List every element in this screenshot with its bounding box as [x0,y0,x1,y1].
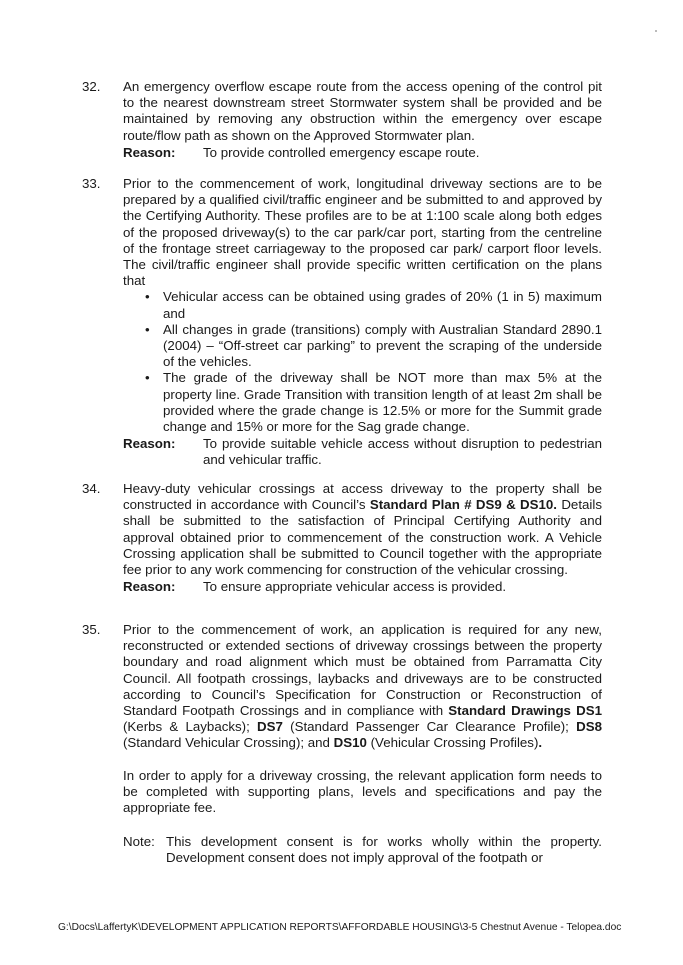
reason-text: To provide suitable vehicle access without disruption to pedestrian and vehicular traffic. [203,436,602,468]
bullet-icon: • [145,289,150,305]
condition-text [123,622,602,752]
reason-text: To ensure appropriate vehicular access is provided. [203,579,507,595]
reason-label: Reason: [123,144,176,160]
condition-text: An emergency overflow escape route from the access opening of the control pit to the nearest downstream street Stormwater system shall be provided and be maintained by removing any obstruction within the emergency over escape route/flow path as shown on the Approved Stormwater plan. [123,79,602,143]
text-run: (Standard Vehicular Crossing); and [123,735,330,751]
condition-number: 33. [82,176,101,191]
list-item [145,289,602,321]
bullet-icon: • [145,370,150,386]
text-run: . [538,735,543,751]
text-run: (Kerbs & Laybacks); [123,719,250,735]
note-label: Note: [123,834,155,850]
drawing-reference: DS10 [333,735,367,751]
bullet-text: Vehicular access can be obtained using grades of 20% (1 in 5) maximum and [163,289,602,321]
text-run: (Vehicular Crossing Profiles) [370,735,539,751]
condition-35 [82,622,602,867]
condition-number: 34. [82,481,101,496]
standard-plan-reference: Standard Plan # DS9 & DS10. [369,497,557,513]
note-row [123,834,602,866]
condition-34 [82,481,602,595]
condition-paragraph: In order to apply for a driveway crossing, the relevant application form needs to be completed with supporting plans, levels and specifications and pay the appropriate fee. [123,767,602,816]
condition-text [123,481,602,578]
reason-label: Reason: [123,436,176,452]
condition-32 [82,79,602,161]
drawing-reference: DS7 [257,719,283,735]
bullet-list [123,289,602,435]
drawing-reference: DS8 [576,719,602,735]
bullet-icon: • [145,321,150,337]
list-item [145,370,602,435]
scan-mark [655,30,657,32]
text-run: Prior to the commencement of work, an application is required for any new, reconstructed or extended sections of driveway crossings between the property boundary and road alignment which must be obtained from Parramatta City Council. All footpath crossings, laybacks and driveways are to be constructed according to Council’s Specification for Construction or Reconstruction of Standard Footpath Crossings and in compliance with [123,622,602,719]
condition-number: 35. [82,622,101,637]
text-run: Details shall be submitted to the satisfaction of Principal Certifying Authority and approval obtained prior to commencement of the construction work. A Vehicle Crossing application shall be submitted to Council together with the appropriate fee prior to any work commencing for construction of the vehicular crossing. [123,497,602,578]
condition-number: 32. [82,79,101,94]
condition-33 [82,176,602,469]
reason-label: Reason: [123,579,176,595]
reason-row [123,579,602,595]
bullet-text: All changes in grade (transitions) comply with Australian Standard 2890.1 (2004) – “Off-street car parking” to prevent the scraping of the underside of the vehicles. [163,321,602,370]
reason-text: To provide controlled emergency escape route. [203,144,480,160]
file-path-footer: G:\Docs\LaffertyK\DEVELOPMENT APPLICATION REPORTS\AFFORDABLE HOUSING\3-5 Chestnut Avenue - Telopea.doc [58,922,622,933]
reason-row [123,145,602,161]
bullet-text: The grade of the driveway shall be NOT more than max 5% at the property line. Grade Transition with transition length of at least 2m shall be provided where the grade change is 12.5% or more for the Summit grade change and 15% or more for the Sag grade change. [163,370,602,435]
text-run: Heavy-duty vehicular crossings at access driveway to the property shall be constructed in accordance with Council’s [123,481,602,513]
list-item [145,322,602,371]
drawing-reference: Standard Drawings DS1 [448,703,603,719]
text-run: (Standard Passenger Car Clearance Profile); [290,719,569,735]
note-text: This development consent is for works wholly within the property. Development consent does not imply approval of the footpath or [166,834,602,866]
condition-text: Prior to the commencement of work, longitudinal driveway sections are to be prepared by a qualified civil/traffic engineer and be submitted to and approved by the Certifying Authority. These profiles are to be at 1:100 scale along both edges of the proposed driveway(s) to the car park/car port, starting from the centreline of the frontage street carriageway to the proposed car park/ carport floor levels. The civil/traffic engineer shall provide specific written certification on the plans that [123,176,602,289]
reason-row [123,436,602,468]
